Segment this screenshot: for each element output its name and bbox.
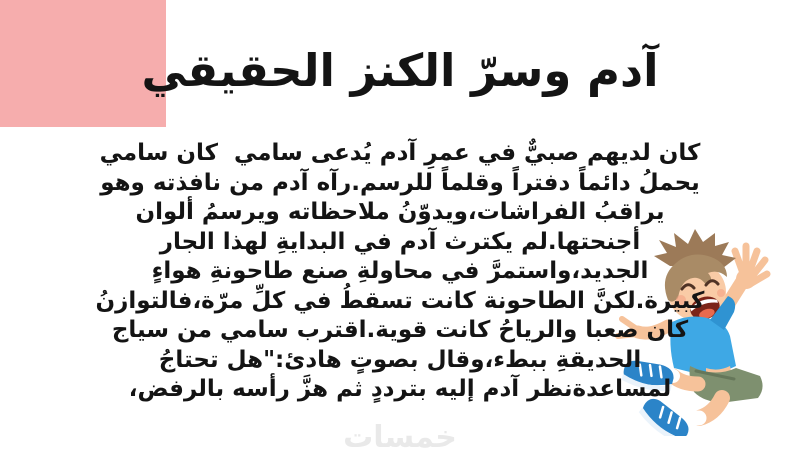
story-line: أجنحتها.لم يكترث آدم في البدايةِ لهذا الجار	[159, 228, 641, 255]
story-text	[60, 139, 740, 405]
story-line: يحملُ دائماً دفتراً وقلماً للرسم.رآه آدم من نافذته وهو	[100, 169, 700, 196]
story-line: كبيرة.لكنَّ الطاحونة كانت تسقطُ في كلِّ مرّة،فالتوازنُ	[95, 287, 705, 314]
story-line: كان لديهم صبيٌّ في عمرِ آدم يُدعى سامي كان سامي	[99, 140, 701, 166]
story-line: يراقبُ الفراشات،ويدوّنُ ملاحظاته ويرسمُ ألوان	[135, 199, 665, 225]
story-line: الحديقةِ ببطء،وقال بصوتٍ هادئ:"هل تحتاجُ	[158, 346, 642, 373]
story-line: الجديد،واستمرَّ في محاولةِ صنع طاحونةِ هواءٍ	[151, 258, 649, 284]
khamsat-watermark: خمسات	[343, 420, 457, 455]
story-line: لمساعدةنظر آدم إليه بترددٍ ثم هزَّ رأسه بالرفض،	[128, 376, 672, 402]
page-title: آدم وسرّ الكنز الحقيقي	[141, 44, 659, 98]
story-line: كان صعبا والرياحُ كانت قوية.اقترب سامي من سياج	[111, 317, 689, 343]
